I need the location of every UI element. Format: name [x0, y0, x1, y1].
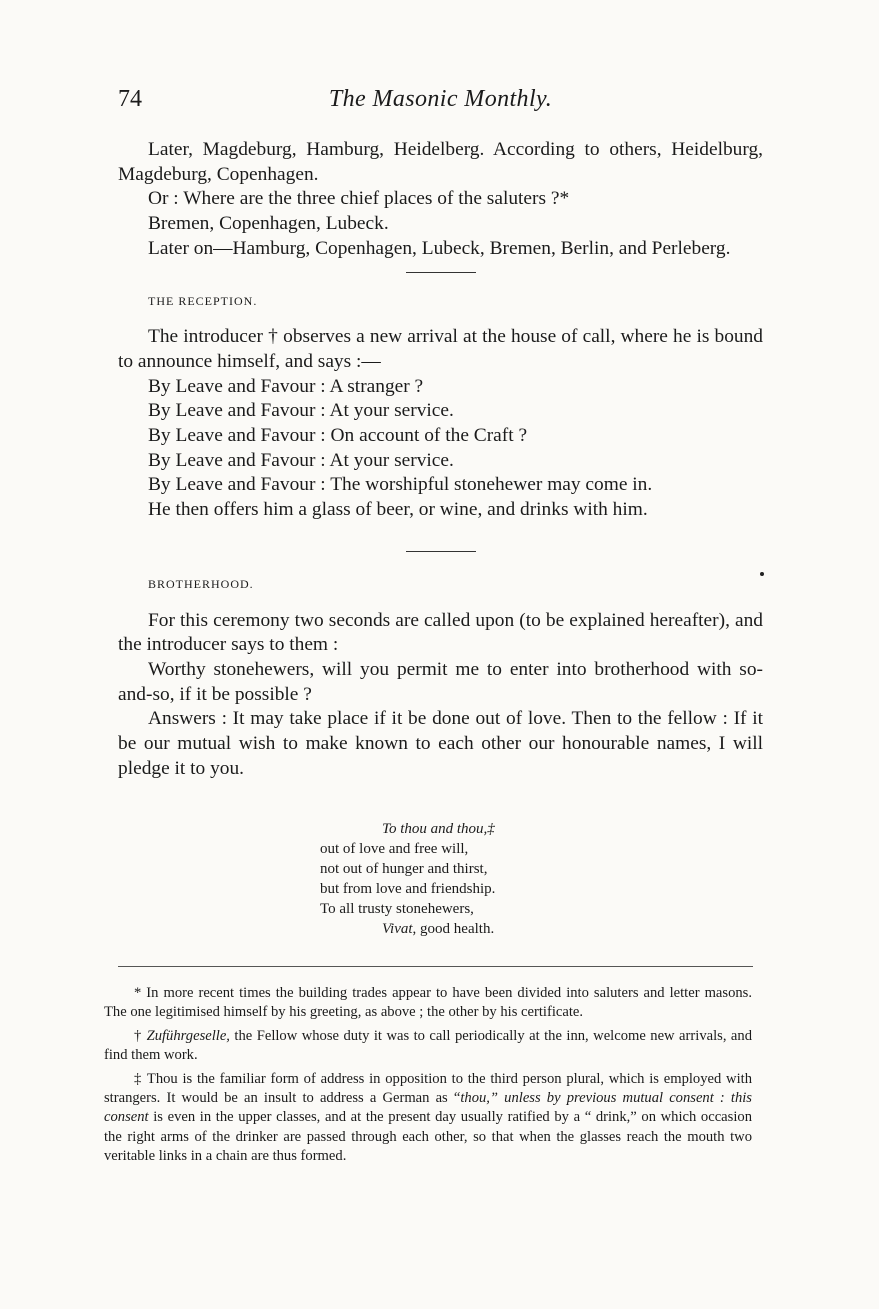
toast-verse: [320, 819, 600, 939]
print-speck: [760, 572, 764, 576]
verse-line: not out of hunger and thirst,: [320, 861, 488, 877]
paragraph: For this ceremony two seconds are called upon (to be explained hereafter), and the introducer says to them :: [118, 609, 763, 656]
footnote-text: even in the upper classes, and at the present day usually ratified by a “ drink,” on which occasion the right arms of the drinker are passed through each other, so that when the glasses reach the mouth two veritable links in a chain are thus formed.: [104, 1109, 752, 1165]
paragraph: Bremen, Copenhagen, Lubeck.: [148, 213, 389, 235]
footnote: [104, 1027, 752, 1066]
main-text: [118, 138, 763, 781]
verse-line: Vivat, good health.: [382, 921, 495, 937]
verse-line: but from love and friendship.: [320, 881, 496, 897]
paragraph: Answers : It may take place if it be done out of love. Then to the fellow : If it be our mutual wish to make known to each other our honourable names, I will pledge it to you.: [118, 708, 763, 779]
footnote-rule: [118, 966, 753, 967]
footnotes: [104, 984, 752, 1171]
paragraph: He then offers him a glass of beer, or wine, and drinks with him.: [148, 499, 648, 521]
dialogue-line: By Leave and Favour : At your service.: [148, 449, 454, 471]
paragraph: Later on—Hamburg, Copenhagen, Lubeck, Bremen, Berlin, and Perleberg.: [148, 237, 731, 259]
section-heading-reception: THE RECEPTION.: [148, 293, 258, 308]
footnote-term: Zuführgeselle,: [146, 1027, 230, 1044]
paragraph: Later, Magdeburg, Hamburg, Heidelberg. According to others, Heidelburg, Magdeburg, Copenhagen.: [118, 139, 763, 185]
dialogue-line: By Leave and Favour : At your service.: [148, 400, 454, 422]
footnote-text: the Fellow whose duty it was to call periodically at the inn, welcome new arrivals, and find them work.: [104, 1027, 753, 1064]
verse-line: To thou and thou,‡: [382, 821, 495, 837]
paragraph: The introducer † observes a new arrival at the house of call, where he is bound to announce himself, and says :—: [118, 326, 763, 372]
section-heading-brotherhood: BROTHERHOOD.: [148, 576, 254, 591]
footnote-mark: †: [134, 1027, 143, 1044]
footnote-text: is: [148, 1109, 168, 1126]
dialogue-line: By Leave and Favour : On account of the Craft ?: [148, 425, 528, 447]
page-header: [118, 86, 763, 120]
footnote: [104, 1070, 752, 1167]
page-number: 74: [118, 86, 142, 112]
verse-line: To all trusty stonehewers,: [320, 901, 474, 917]
dialogue-line: By Leave and Favour : The worshipful stonehewer may come in.: [148, 474, 653, 496]
verse-line: out of love and free will,: [320, 841, 469, 857]
footnote-italic: thou,” unless by previous mutual consent : this consent: [104, 1090, 752, 1126]
dialogue-line: By Leave and Favour : A stranger ?: [148, 375, 424, 397]
running-title: The Masonic Monthly.: [328, 86, 553, 112]
paragraph: Or : Where are the three chief places of the saluters ?*: [148, 188, 570, 210]
footnote: * In more recent times the building trades appear to have been divided into saluters and letter masons. The one legitimised himself by his greeting, as above ; the other by his certificate.: [104, 985, 752, 1021]
paragraph: Worthy stonehewers, will you permit me to enter into brotherhood with so-and-so, if it be possible ?: [118, 658, 763, 705]
footnote-text: ‡ Thou is the familiar form of address in opposition to the third person plural, which is employed with strangers. It would be an insult to address a German as “: [104, 1070, 752, 1107]
